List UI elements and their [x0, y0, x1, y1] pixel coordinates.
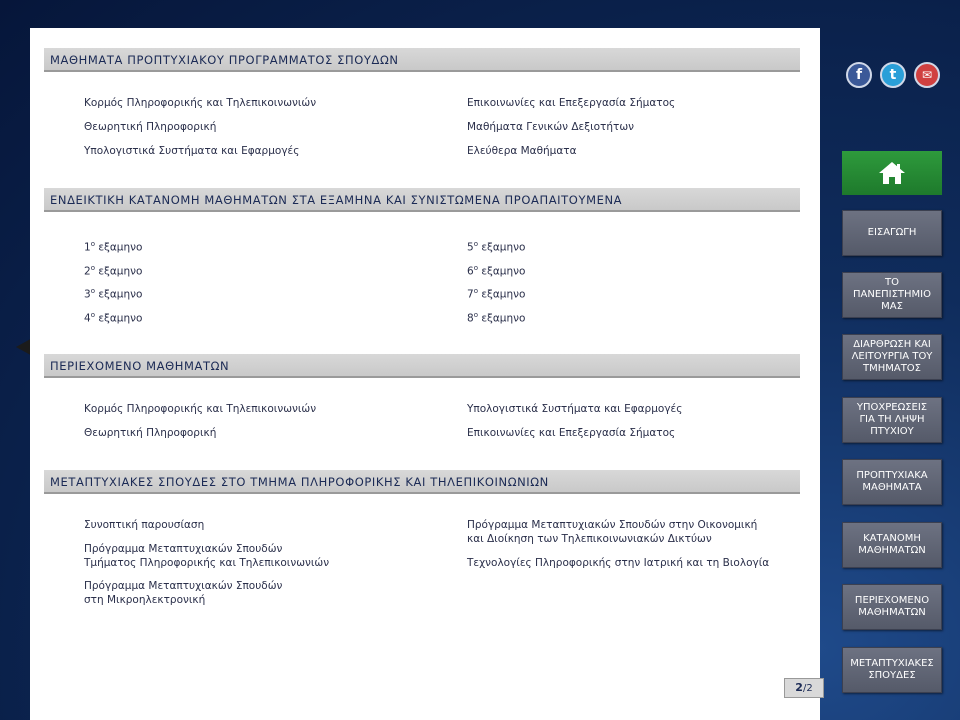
nav-introduction[interactable]: ΕΙΣΑΓΩΓΗ	[842, 210, 942, 256]
link-postgrad-medical-informatics[interactable]: Τεχνολογίες Πληροφορικής στην Ιατρική και τη Βιολογία	[467, 557, 770, 569]
link-general-skills[interactable]: Μαθήματα Γενικών Δεξιοτήτων	[467, 121, 635, 133]
nav-our-university[interactable]: ΤΟ ΠΑΝΕΠΙΣΤΗΜΙΟ ΜΑΣ	[842, 272, 942, 318]
home-button[interactable]	[842, 151, 942, 195]
header-course-content: ΠΕΡΙΕΧΟΜΕΝΟ ΜΑΘΗΜΑΤΩΝ	[44, 354, 800, 378]
page-separator: /	[802, 683, 807, 694]
link-semester-4[interactable]: $4^o$ εξαμηνο	[84, 311, 143, 325]
page-total: 2	[806, 683, 813, 694]
nav-department-structure[interactable]: ΔΙΑΡΘΡΩΣΗ ΚΑΙ ΛΕΙΤΟΥΡΓΙΑ ΤΟΥ ΤΜΗΜΑΤΟΣ	[842, 334, 942, 380]
header-postgrad: ΜΕΤΑΠΤΥΧΙΑΚΕΣ ΣΠΟΥΔΕΣ ΣΤΟ ΤΜΗΜΑ ΠΛΗΡΟΦΟΡΙΚΗΣ ΚΑΙ ΤΗΛΕΠΙΚΟΙΝΩΝΙΩΝ	[44, 470, 800, 494]
nav-degree-requirements[interactable]: ΥΠΟΧΡΕΩΣΕΙΣ ΓΙΑ ΤΗ ΛΗΨΗ ΠΤΥΧΙΟΥ	[842, 397, 942, 443]
header-semesters: ΕΝΔΕΙΚΤΙΚΗ ΚΑΤΑΝΟΜΗ ΜΑΘΗΜΑΤΩΝ ΣΤΑ ΕΞΑΜΗΝΑ ΚΑΙ ΣΥΝΙΣΤΩΜΕΝΑ ΠΡΟΑΠΑΙΤΟΥΜΕΝΑ	[44, 188, 800, 212]
email-icon[interactable]: ✉	[914, 62, 940, 88]
link-content-computer-systems[interactable]: Υπολογιστικά Συστήματα και Εφαρμογές	[467, 403, 683, 415]
link-theoretical-cs[interactable]: Θεωρητική Πληροφορική	[84, 121, 217, 133]
link-postgrad-telecom-management[interactable]	[467, 518, 757, 546]
nav-course-content[interactable]: ΠΕΡΙΕΧΟΜΕΝΟ ΜΑΘΗΜΑΤΩΝ	[842, 584, 942, 630]
link-computer-systems[interactable]: Υπολογιστικά Συστήματα και Εφαρμογές	[84, 145, 300, 157]
link-content-core[interactable]: Κορμός Πληροφορικής και Τηλεπικοινωνιών	[84, 403, 317, 415]
home-icon	[878, 161, 906, 185]
link-line: Πρόγραμμα Μεταπτυχιακών Σπουδών	[84, 543, 283, 555]
nav-postgrad-studies[interactable]: ΜΕΤΑΠΤΥΧΙΑΚΕΣ ΣΠΟΥΔΕΣ	[842, 647, 942, 693]
link-line: και Διοίκηση των Τηλεπικοινωνιακών Δικτύων	[467, 533, 712, 545]
link-free-courses[interactable]: Ελεύθερα Μαθήματα	[467, 145, 577, 157]
link-semester-1[interactable]: $1^o$ εξαμηνο	[84, 240, 143, 254]
page-current: 2	[795, 681, 803, 694]
link-core-informatics[interactable]: Κορμός Πληροφορικής και Τηλεπικοινωνιών	[84, 97, 317, 109]
link-semester-2[interactable]: $2^o$ εξαμηνο	[84, 264, 143, 278]
link-line: Πρόγραμμα Μεταπτυχιακών Σπουδών στην Οικονομική	[467, 519, 758, 531]
link-postgrad-program-dit[interactable]	[84, 542, 329, 570]
link-line: στη Μικροηλεκτρονική	[84, 594, 206, 606]
twitter-icon[interactable]: t	[880, 62, 906, 88]
link-semester-5[interactable]: $5^o$ εξαμηνο	[467, 240, 526, 254]
link-line: Πρόγραμμα Μεταπτυχιακών Σπουδών	[84, 580, 283, 592]
nav-undergrad-courses[interactable]: ΠΡΟΠΤΥΧΙΑΚΑ ΜΑΘΗΜΑΤΑ	[842, 459, 942, 505]
link-communications[interactable]: Επικοινωνίες και Επεξεργασία Σήματος	[467, 97, 676, 109]
page-indicator	[784, 678, 824, 698]
link-line: Τμήματος Πληροφορικής και Τηλεπικοινωνιών	[84, 557, 330, 569]
link-semester-8[interactable]: $8^o$ εξαμηνο	[467, 311, 526, 325]
link-postgrad-overview[interactable]: Συνοπτική παρουσίαση	[84, 519, 205, 531]
content-panel	[30, 28, 820, 720]
link-postgrad-microelectronics[interactable]	[84, 579, 282, 607]
link-semester-6[interactable]: $6^o$ εξαμηνο	[467, 264, 526, 278]
link-content-communications[interactable]: Επικοινωνίες και Επεξεργασία Σήματος	[467, 427, 676, 439]
facebook-icon[interactable]: f	[846, 62, 872, 88]
header-undergrad-program: ΜΑΘΗΜΑΤΑ ΠΡΟΠΤΥΧΙΑΚΟΥ ΠΡΟΓΡΑΜΜΑΤΟΣ ΣΠΟΥΔΩΝ	[44, 48, 800, 72]
link-semester-3[interactable]: $3^o$ εξαμηνο	[84, 287, 143, 301]
nav-course-distribution[interactable]: ΚΑΤΑΝΟΜΗ ΜΑΘΗΜΑΤΩΝ	[842, 522, 942, 568]
link-content-theoretical[interactable]: Θεωρητική Πληροφορική	[84, 427, 217, 439]
link-semester-7[interactable]: $7^o$ εξαμηνο	[467, 287, 526, 301]
